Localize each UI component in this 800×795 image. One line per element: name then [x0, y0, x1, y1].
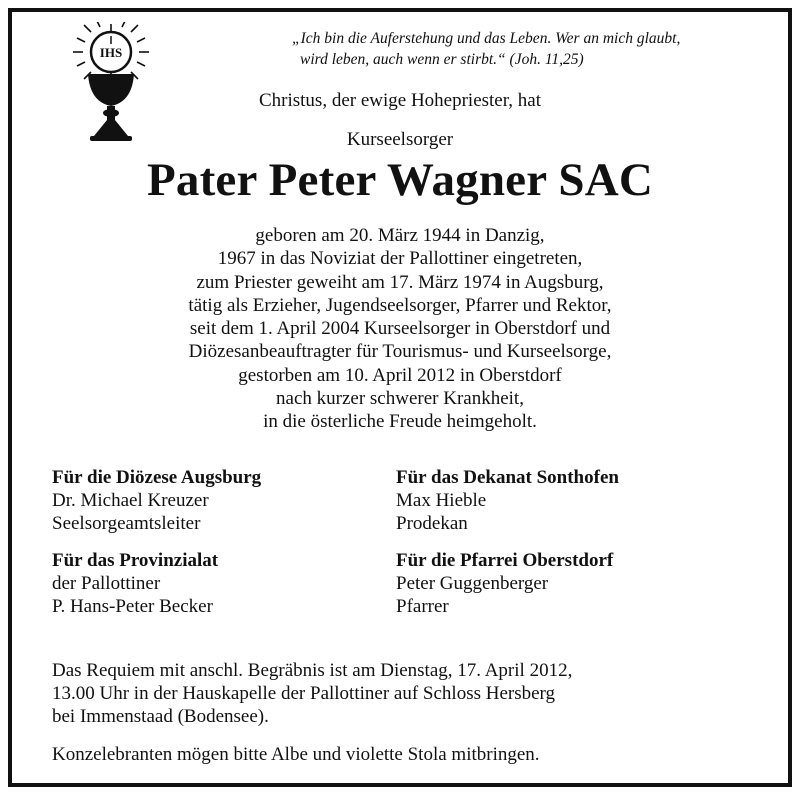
signatories-right [396, 466, 619, 632]
bio-line: Diözesanbeauftragter für Tourismus- und Kurseelsorge, [188, 341, 612, 363]
signatory-heading: Für das Dekanat Sonthofen [396, 467, 619, 488]
bio-line: nach kurzer schwerer Krankheit, [276, 388, 524, 410]
bio-line: 1967 in das Noviziat der Pallottiner eingetreten, [217, 248, 583, 270]
quote-line: „Ich bin die Auferstehung und das Leben. Wer an mich glaubt, [292, 30, 681, 47]
bio-line: gestorben am 10. April 2012 in Oberstdorf [238, 364, 562, 386]
requiem-info [52, 659, 572, 728]
signatories-left [52, 466, 261, 632]
signatory-group [52, 549, 261, 618]
signatory-heading: Für die Diözese Augsburg [52, 467, 262, 488]
signatory-heading: Für das Provinzialat [52, 550, 219, 571]
requiem-line: bei Immenstaad (Bodensee). [52, 706, 269, 727]
signatory-group [396, 466, 619, 535]
signatory-line: P. Hans-Peter Becker [52, 596, 213, 617]
bio-line: geboren am 20. März 1944 in Danzig, [255, 225, 545, 246]
signatory-group [396, 549, 619, 618]
concelebrants-note: Konzelebranten mögen bitte Albe und violette Stola mitbringen. [52, 744, 540, 765]
signatory-line: Dr. Michael Kreuzer [52, 490, 209, 511]
signatory-heading: Für die Pfarrei Oberstdorf [396, 550, 614, 571]
signatory-line: Max Hieble [396, 490, 487, 511]
bio-line: seit dem 1. April 2004 Kurseelsorger in Oberstdorf und [189, 318, 611, 340]
signatory-line: Pfarrer [396, 596, 449, 617]
bio-line: tätig als Erzieher, Jugendseelsorger, Pfarrer und Rektor, [188, 294, 612, 316]
signatory-group [52, 466, 261, 535]
deceased-name: Pater Peter Wagner SAC [146, 154, 654, 206]
requiem-line: Das Requiem mit anschl. Begräbnis ist am Dienstag, 17. April 2012, [52, 660, 573, 681]
signatory-line: Peter Guggenberger [396, 573, 549, 594]
requiem-line: 13.00 Uhr in der Hauskapelle der Pallottiner auf Schloss Hersberg [52, 683, 556, 704]
bible-quote [292, 28, 762, 70]
signatory-line: der Pallottiner [52, 573, 161, 594]
intro-line: Christus, der ewige Hohepriester, hat [258, 90, 542, 111]
ihs-monogram: IHS [99, 45, 123, 60]
biography [0, 224, 800, 434]
role-line: Kurseelsorger [346, 129, 454, 150]
bio-line: in die österliche Freude heimgeholt. [263, 411, 537, 433]
bio-line: zum Priester geweiht am 17. März 1974 in Augsburg, [196, 271, 604, 293]
quote-line: wird leben, auch wenn er stirbt.“ (Joh. 11,25) [300, 51, 584, 68]
signatory-line: Prodekan [396, 513, 468, 534]
signatory-line: Seelsorgeamtsleiter [52, 513, 201, 534]
